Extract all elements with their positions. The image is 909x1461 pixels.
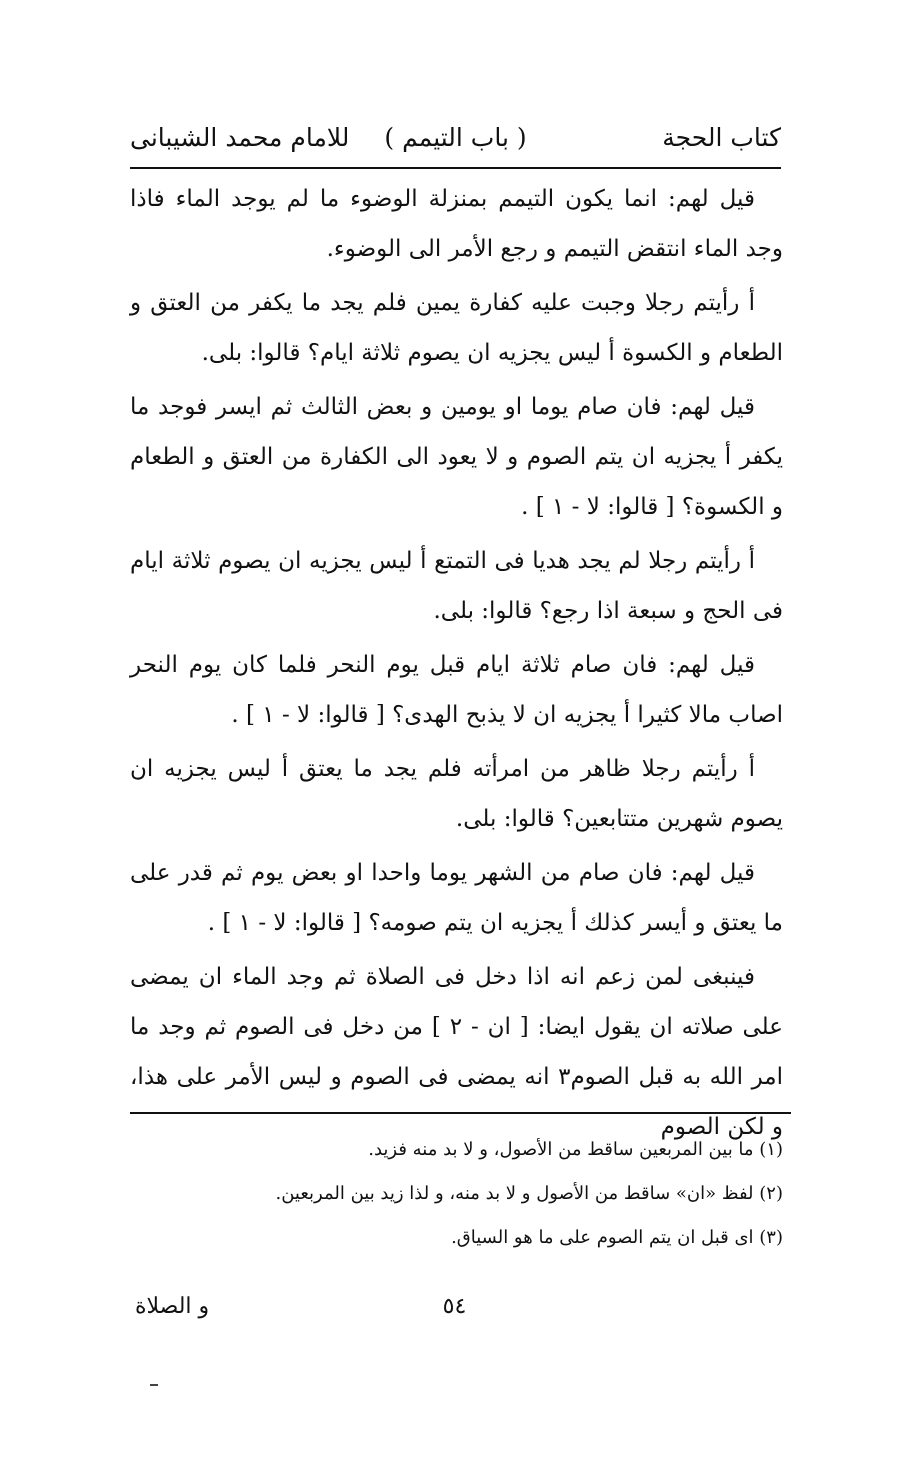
paragraph: فينبغى لمن زعم انه اذا دخل فى الصلاة ثم وجد الماء ان يمضى على صلاته ان يقول ايضا: [ ان - ٢ ] من دخل فى الصوم ثم وجد ما امر الله به قبل الصوم٣ انه يمضى فى الصوم و ليس الأمر على هذا، و لكن الصوم xyxy=(130,964,783,1140)
paragraph: قيل لهم: انما يكون التيمم بمنزلة الوضوء ما لم يوجد الماء فاذا وجد الماء انتقض التيمم و رجع الأمر الى الوضوء. xyxy=(130,186,783,262)
author-name: للامام محمد الشيبانى xyxy=(130,123,350,152)
paragraph: أ رأيتم رجلا ظاهر من امرأته فلم يجد ما يعتق أ ليس يجزيه ان يصوم شهرين متتابعين؟ قالوا: بلى. xyxy=(130,756,783,832)
page-number: ٥٤ xyxy=(442,1294,467,1319)
running-header xyxy=(130,118,781,168)
header-divider xyxy=(130,167,781,169)
paragraph: أ رأيتم رجلا وجبت عليه كفارة يمين فلم يجد ما يكفر من العتق و الطعام و الكسوة أ ليس يجزيه ان يصوم ثلاثة ايام؟ قالوا: بلى. xyxy=(130,290,783,366)
book-title: كتاب الحجة xyxy=(662,123,781,152)
paragraph: قيل لهم: فان صام يوما او يومين و بعض الثالث ثم ايسر فوجد ما يكفر أ يجزيه ان يتم الصوم و لا يعود الى الكفارة من العتق و الطعام و الكسوة؟ [ قالوا: لا - ١ ] . xyxy=(130,394,783,520)
paragraph: قيل لهم: فان صام ثلاثة ايام قبل يوم النحر فلما كان يوم النحر اصاب مالا كثيرا أ يجزيه ان لا يذبح الهدى؟ [ قالوا: لا - ١ ] . xyxy=(130,652,783,728)
footnote: (٢) لفظ «ان» ساقط من الأصول و لا بد منه، و لذا زيد بين المربعين. xyxy=(275,1183,783,1204)
paragraph: قيل لهم: فان صام من الشهر يوما واحدا او بعض يوم ثم قدر على ما يعتق و أيسر كذلك أ يجزيه ان يتم صومه؟ [ قالوا: لا - ١ ] . xyxy=(130,860,783,936)
scan-mark xyxy=(150,1384,158,1386)
footnote: (١) ما بين المربعين ساقط من الأصول، و لا بد منه فزيد. xyxy=(368,1139,783,1160)
main-text xyxy=(130,174,783,1152)
footnote: (٣) اى قبل ان يتم الصوم على ما هو السياق. xyxy=(451,1227,783,1248)
catchword: و الصلاة xyxy=(135,1294,210,1319)
footnote-divider xyxy=(130,1112,791,1114)
chapter-title: ( باب التيمم ) xyxy=(384,123,527,152)
paragraph: أ رأيتم رجلا لم يجد هديا فى التمتع أ ليس يجزيه ان يصوم ثلاثة ايام فى الحج و سبعة اذا رجع؟ قالوا: بلى. xyxy=(130,548,783,624)
footnotes xyxy=(130,1128,783,1260)
